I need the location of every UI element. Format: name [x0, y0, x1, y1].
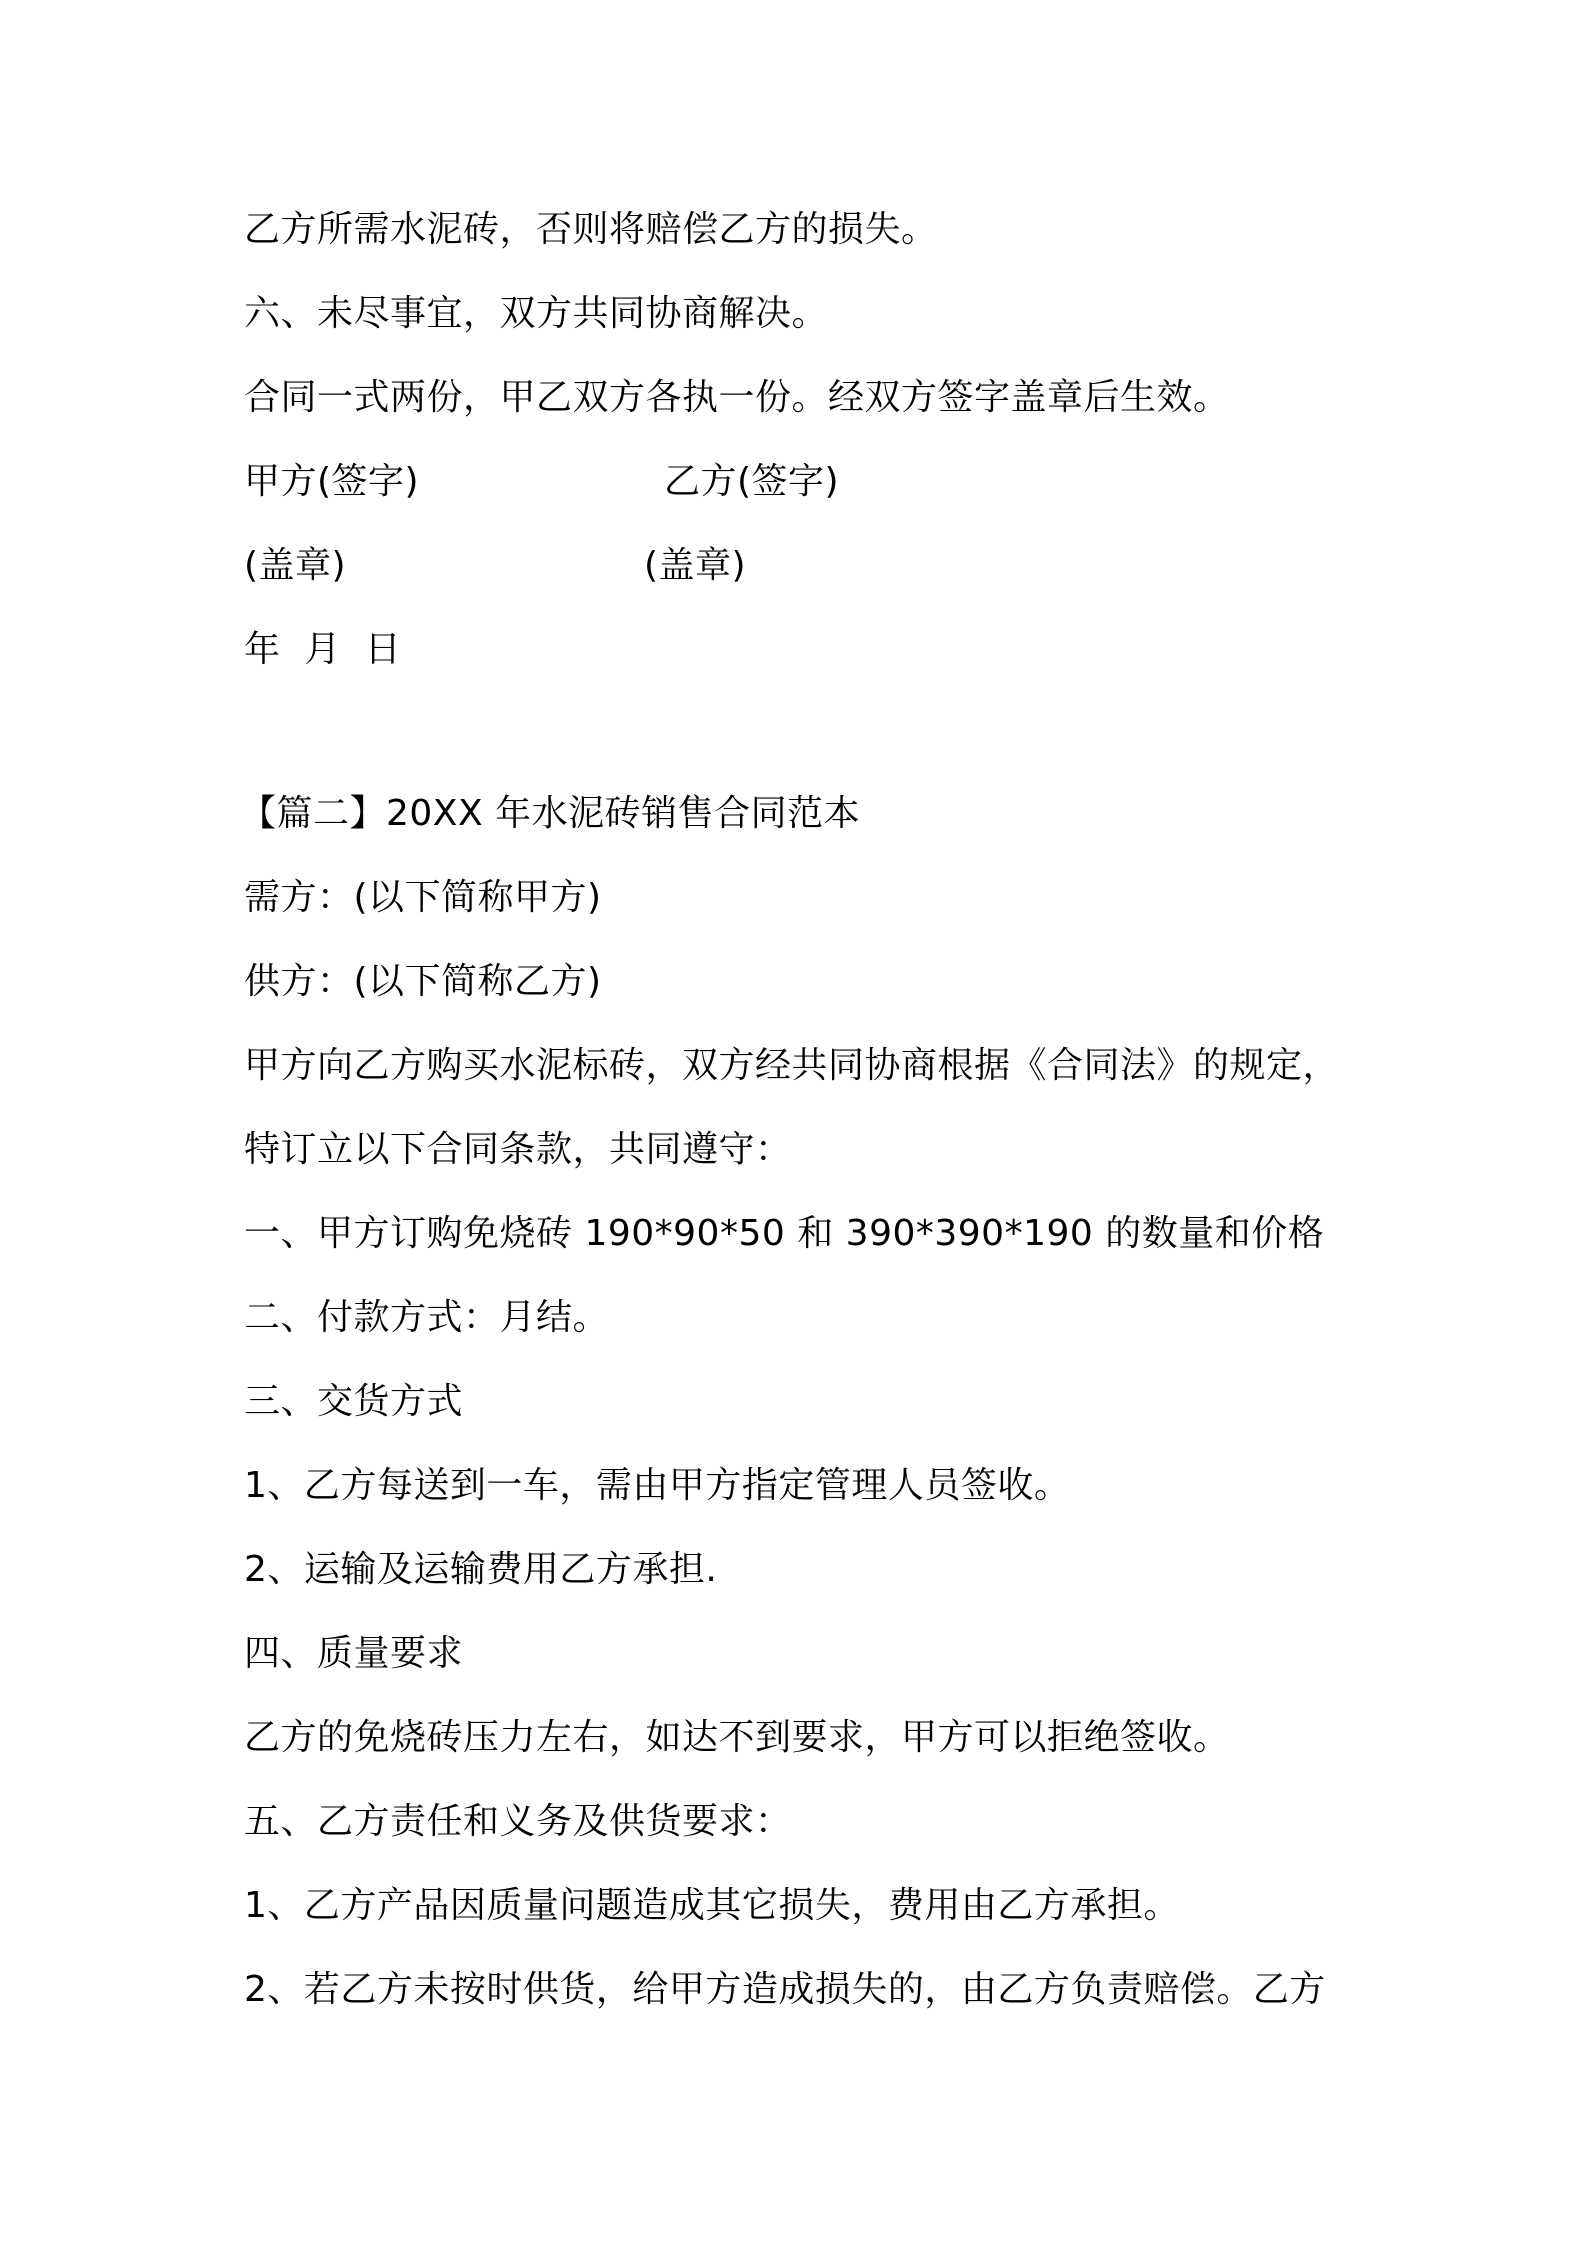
- section-title: 【篇二】20XX 年水泥砖销售合同范本: [240, 793, 861, 834]
- text-line: 四、质量要求: [244, 1633, 464, 1674]
- text-line: 一、甲方订购免烧砖 190*90*50 和 390*390*190 的数量和价格: [244, 1213, 1325, 1254]
- text-line: 特订立以下合同条款，共同遵守：: [244, 1129, 792, 1170]
- text-line: 乙方的免烧砖压力左右，如达不到要求，甲方可以拒绝签收。: [244, 1717, 1230, 1758]
- date-line: 年 月 日: [244, 629, 402, 670]
- party-b-sign-label: 乙方(签字): [664, 461, 840, 502]
- text-line: 六、未尽事宜，双方共同协商解决。: [244, 293, 829, 334]
- text-line: 三、交货方式: [244, 1381, 464, 1422]
- text-line: 需方：(以下简称甲方): [244, 877, 602, 918]
- party-a-sign-label: 甲方(签字): [244, 461, 420, 502]
- party-b-seal-label: (盖章): [644, 545, 747, 586]
- text-line: 2、若乙方未按时供货，给甲方造成损失的，由乙方负责赔偿。乙方: [244, 1969, 1326, 2010]
- text-line: 五、乙方责任和义务及供货要求：: [244, 1801, 792, 1842]
- text-line: 供方：(以下简称乙方): [244, 961, 602, 1002]
- text-line: 2、运输及运输费用乙方承担.: [244, 1549, 718, 1590]
- text-line: 1、乙方每送到一车，需由甲方指定管理人员签收。: [244, 1465, 1071, 1506]
- text-line: 甲方向乙方购买水泥标砖，双方经共同协商根据《合同法》的规定，: [244, 1045, 1340, 1086]
- text-line: 合同一式两份，甲乙双方各执一份。经双方签字盖章后生效。: [244, 377, 1230, 418]
- party-a-seal-label: (盖章): [244, 545, 347, 586]
- text-line: 二、付款方式：月结。: [244, 1297, 610, 1338]
- text-line: 乙方所需水泥砖，否则将赔偿乙方的损失。: [244, 209, 938, 250]
- text-line: 1、乙方产品因质量问题造成其它损失，费用由乙方承担。: [244, 1885, 1180, 1926]
